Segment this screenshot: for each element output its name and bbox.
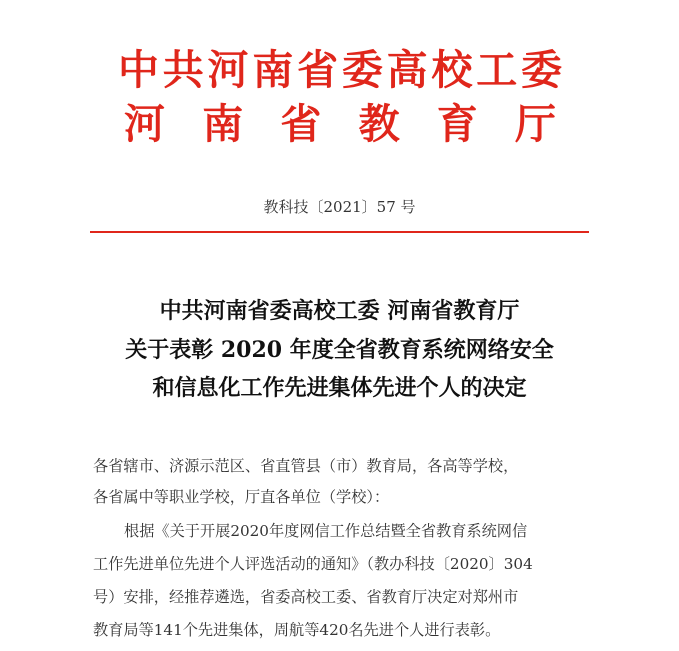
body-line: 根据《关于开展2020年度网信工作总结暨全省教育系统网信 [124,522,528,540]
document-title-line-3: 和信息化工作先进集体先进个人的决定 [152,375,527,401]
document-title-line-2: 关于表彰 2020 年度全省教育系统网络安全 [125,337,554,363]
body-line: 各省辖市、济源示范区、省直管县（市）教育局，各高等学校， [93,457,519,475]
document-number: 教科技〔2021〕57 号 [263,198,416,216]
body-line: 教育局等141个先进集体，周航等420名先进个人进行表彰。 [93,621,501,639]
document-title-line-1: 中共河南省委高校工委 河南省教育厅 [159,298,520,324]
issuer-header-line-1: 中共河南省委高校工委 [118,46,562,94]
red-divider-line [90,231,589,233]
body-line: 各省属中等职业学校，厅直各单位（学校）： [93,488,390,506]
body-line: 号）安排，经推荐遴选，省委高校工委、省教育厅决定对郑州市 [93,588,519,606]
body-line: 工作先进单位先进个人评选活动的通知》（教办科技〔2020〕304 [93,555,533,573]
issuer-header-line-2: 河 南 省 教 育 厅 [124,100,556,148]
